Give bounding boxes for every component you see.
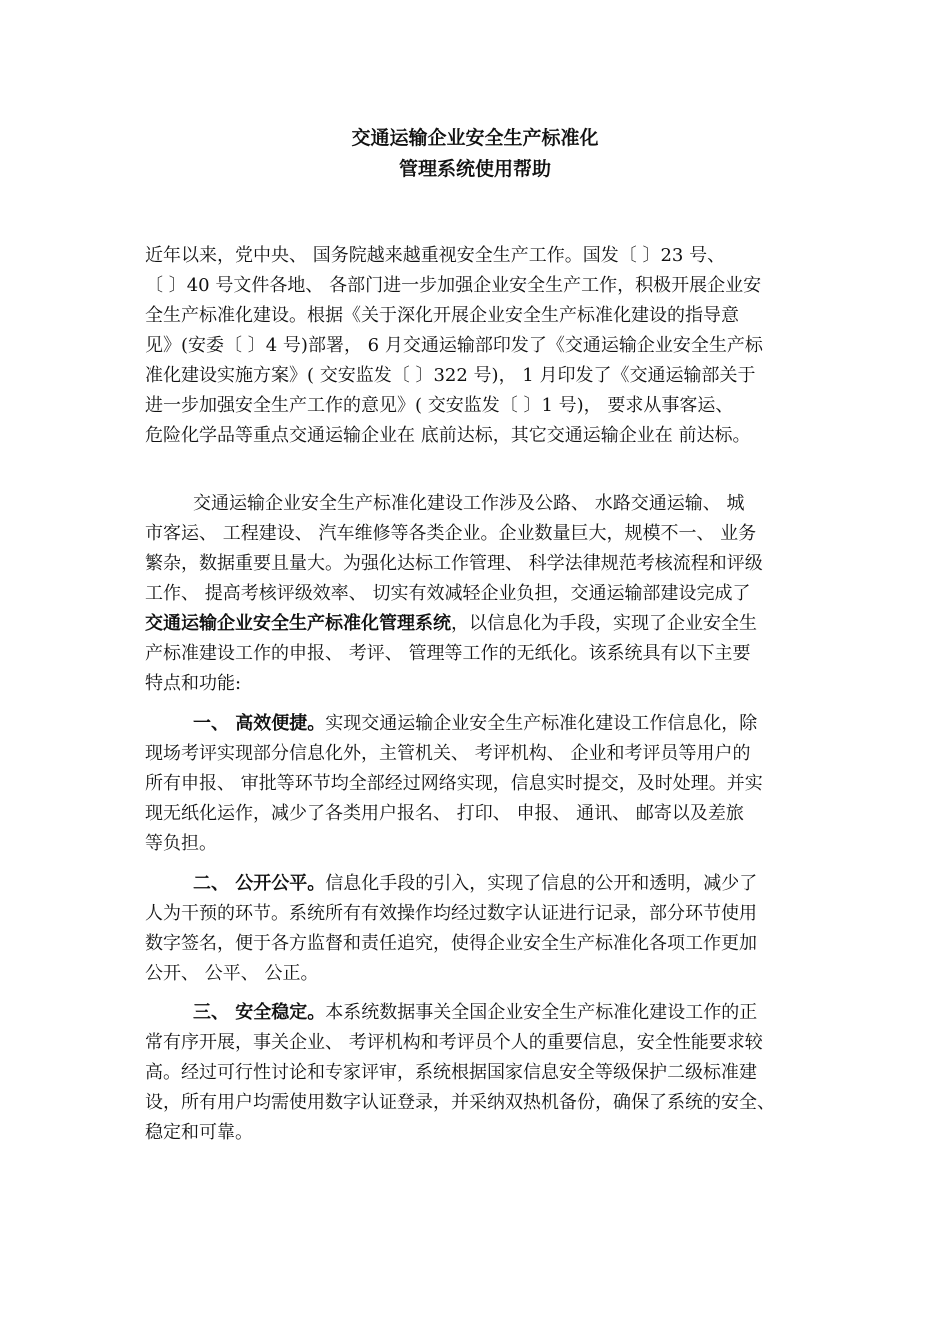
text-line: 公开、 公平、 公正。 <box>145 963 319 984</box>
text-line: 进一步加强安全生产工作的意见》( 交安监发〔 〕1 号)， 要求从事客运、 <box>145 395 734 416</box>
text-line: 准化建设实施方案》( 交安监发〔 〕322 号)， 1 月印发了《交通运输部关于 <box>145 365 756 386</box>
feature-fair <box>145 869 815 989</box>
feature-heading: 一、 高效便捷。 <box>193 713 326 734</box>
text-line: 产标准建设工作的申报、 考评、 管理等工作的无纸化。该系统具有以下主要 <box>145 643 751 664</box>
paragraph-intro <box>145 241 815 451</box>
feature-heading: 二、 公开公平。 <box>193 873 326 894</box>
document-title-line-2: 管理系统使用帮助 <box>398 158 551 180</box>
text-line <box>145 998 815 1028</box>
text-line: 见》(安委〔 〕4 号)部署， 6 月交通运输部印发了《交通运输企业安全生产标 <box>145 335 763 356</box>
text-line: 所有申报、 审批等环节均全部经过网络实现，信息实时提交，及时处理。并实 <box>145 773 763 794</box>
text-line <box>145 869 815 899</box>
feature-secure <box>145 998 815 1148</box>
text-line: 交通运输企业安全生产标准化建设工作涉及公路、 水路交通运输、 城 <box>193 493 745 514</box>
text-line: 稳定和可靠。 <box>145 1122 253 1143</box>
text-line: 设，所有用户均需使用数字认证登录，并采纳双热机备份，确保了系统的安全、 <box>145 1092 775 1113</box>
text-fragment: 本系统数据事关全国企业安全生产标准化建设工作的正 <box>325 1002 758 1023</box>
text-line: 等负担。 <box>145 833 217 854</box>
document-title-line-1: 交通运输企业安全生产标准化 <box>351 127 599 149</box>
text-line: 现场考评实现部分信息化外，主管机关、 考评机构、 企业和考评员等用户的 <box>145 743 751 764</box>
text-fragment: ，以信息化为手段，实现了企业安全生 <box>451 613 757 634</box>
text-line <box>145 609 815 639</box>
feature-efficient <box>145 709 815 859</box>
text-line: 特点和功能: <box>145 673 242 694</box>
feature-heading: 三、 安全稳定。 <box>193 1002 326 1023</box>
text-fragment: 信息化手段的引入，实现了信息的公开和透明，减少了 <box>325 873 758 894</box>
text-line: 现无纸化运作，减少了各类用户报名、 打印、 申报、 通讯、 邮寄以及差旅 <box>145 803 744 824</box>
paragraph-system-overview <box>145 489 815 699</box>
text-line: 繁杂，数据重要且量大。为强化达标工作管理、 科学法律规范考核流程和评级 <box>145 553 763 574</box>
text-line: 〔 〕40 号文件各地、 各部门进一步加强企业安全生产工作，积极开展企业安 <box>145 275 762 296</box>
text-line: 工作、 提高考核评级效率、 切实有效减轻企业负担，交通运输部建设完成了 <box>145 583 751 604</box>
system-name-bold: 交通运输企业安全生产标准化管理系统 <box>145 613 451 634</box>
text-line: 近年以来，党中央、 国务院越来越重视安全生产工作。国发〔 〕23 号、 <box>145 245 726 266</box>
text-line: 市客运、 工程建设、 汽车维修等各类企业。企业数量巨大，规模不一、 业务 <box>145 523 757 544</box>
text-line: 全生产标准化建设。根据《关于深化开展企业安全生产标准化建设的指导意 <box>145 305 739 326</box>
text-line: 高。经过可行性讨论和专家评审，系统根据国家信息安全等级保护二级标准建 <box>145 1062 757 1083</box>
text-fragment: 实现交通运输企业安全生产标准化建设工作信息化，除 <box>325 713 758 734</box>
text-line <box>145 709 815 739</box>
text-line: 数字签名，便于各方监督和责任追究，使得企业安全生产标准化各项工作更加 <box>145 933 757 954</box>
text-line: 危险化学品等重点交通运输企业在 底前达标，其它交通运输企业在 前达标。 <box>145 425 751 446</box>
text-line: 人为干预的环节。系统所有有效操作均经过数字认证进行记录，部分环节使用 <box>145 903 757 924</box>
text-line: 常有序开展，事关企业、 考评机构和考评员个人的重要信息，安全性能要求较 <box>145 1032 763 1053</box>
